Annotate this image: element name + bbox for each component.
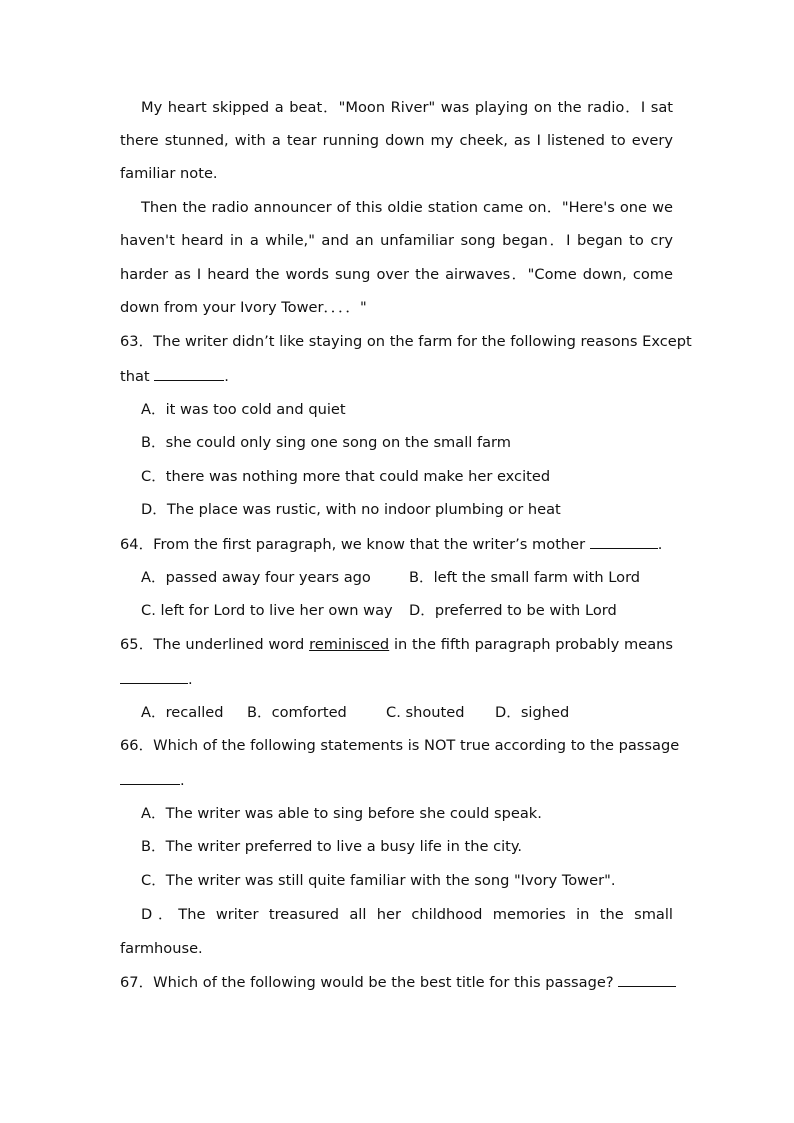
stem-text: that: [120, 368, 150, 385]
passage-line: Then the radio announcer of this oldie station came on．"Here's one we: [141, 199, 673, 216]
question-65-stem: [120, 635, 673, 655]
question-65-stem-cont: [120, 669, 673, 690]
answer-blank: [120, 770, 180, 785]
question-63-stem: 63．The writer didn’t like staying on the farm for the following reasons Except: [120, 333, 692, 350]
passage-line: familiar note.: [120, 165, 218, 182]
answer-blank: [618, 972, 676, 987]
underlined-word: reminisced: [309, 636, 390, 653]
option-66-c: C．The writer was still quite familiar with the song "Ivory Tower".: [141, 872, 616, 889]
option-63-c: C．there was nothing more that could make her excited: [141, 468, 551, 485]
passage-line: haven't heard in a while," and an unfamiliar song began．I began to cry: [120, 232, 673, 249]
stem-end: .: [188, 671, 193, 688]
option-66-a: A．The writer was able to sing before she could speak.: [141, 805, 542, 822]
option-65-c: C. shouted: [386, 704, 465, 721]
answer-blank: [590, 534, 658, 549]
option-65-a: A．recalled: [141, 704, 224, 721]
question-63-stem-cont: [120, 366, 673, 387]
passage-line: My heart skipped a beat．"Moon River" was playing on the radio．I sat: [141, 99, 673, 116]
question-67-stem: [120, 972, 673, 993]
answer-blank: [120, 669, 188, 684]
passage-line: harder as I heard the words sung over the airwaves．"Come down, come: [120, 266, 673, 283]
option-66-d-cont: farmhouse.: [120, 940, 203, 957]
stem-end: .: [657, 536, 663, 553]
option-65-b: B．comforted: [247, 704, 347, 721]
option-65-d: D．sighed: [495, 704, 570, 721]
stem-text: in the fifth paragraph probably means: [393, 636, 674, 653]
option-64-d: D．preferred to be with Lord: [409, 602, 617, 619]
option-64-b: B．left the small farm with Lord: [409, 569, 641, 586]
option-66-d: D．The writer treasured all her childhood memories in the small: [141, 906, 673, 923]
stem-text: 65．The underlined word: [120, 636, 305, 653]
option-63-a: A．it was too cold and quiet: [141, 401, 346, 418]
option-64-c: C. left for Lord to live her own way: [141, 602, 393, 619]
option-63-b: B．she could only sing one song on the small farm: [141, 434, 511, 451]
question-64-stem: [120, 534, 673, 555]
stem-end: .: [180, 772, 185, 789]
option-63-d: D．The place was rustic, with no indoor plumbing or heat: [141, 501, 561, 518]
answer-blank: [154, 366, 224, 381]
stem-text: 67．Which of the following would be the best title for this passage?: [120, 974, 614, 991]
question-66-stem-cont: [120, 770, 673, 791]
option-64-a: A．passed away four years ago: [141, 569, 371, 586]
option-66-b: B．The writer preferred to live a busy life in the city.: [141, 838, 523, 855]
passage-line: there stunned, with a tear running down my cheek, as I listened to every: [120, 132, 673, 149]
question-66-stem: 66．Which of the following statements is NOT true according to the passage: [120, 737, 680, 754]
stem-end: .: [224, 368, 229, 385]
stem-text: 64．From the first paragraph, we know that the writer’s mother: [120, 536, 586, 553]
passage-line: down from your Ivory Tower．．．．": [120, 299, 367, 316]
